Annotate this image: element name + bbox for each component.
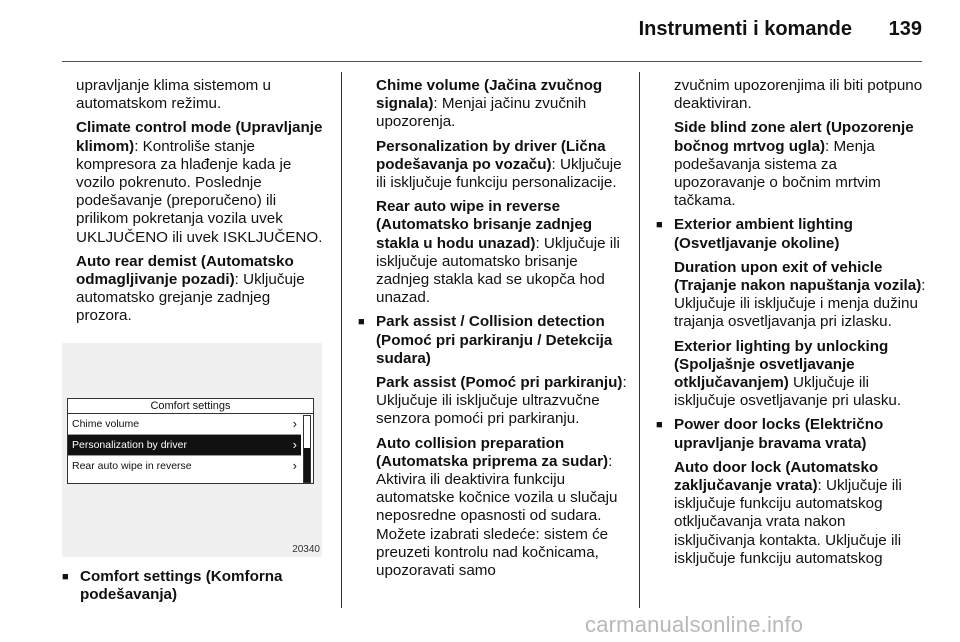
description: : Uključuje automatsko grejanje zadnjeg prozora. (76, 271, 305, 325)
description: : Uključuje ili isključuje i menja dužinu trajanja osvetljavanja pri izlasku. (674, 277, 926, 331)
term: Side blind zone alert (Upozorenje bočnog mrtvog ugla) (674, 119, 914, 155)
screen-title: Comfort settings (68, 399, 313, 414)
column-divider-2 (639, 72, 640, 608)
column-3 (656, 77, 926, 574)
column-1 (76, 77, 326, 332)
description: : Menja podešavanja sistema za upozoravanje o bočnim mrtvim tačkama. (674, 137, 881, 210)
watermark: carmanualsonline.info (585, 612, 804, 637)
paragraph: upravljanje klima sistemom u automatskom režimu. (76, 77, 271, 113)
paragraph (76, 253, 326, 326)
page-header-title: Instrumenti i komande (638, 18, 852, 40)
description: : Uključuje ili isključuje ultrazvučne senzora pomoći pri parkiranju. (376, 374, 627, 428)
menu-item-chime-volume (68, 414, 301, 435)
bullet-title: Comfort settings (Komforna podešavanja) (80, 568, 283, 604)
paragraph (656, 259, 926, 332)
bullet-item (656, 216, 926, 252)
bullet-title: Exterior ambient lighting (Osvetljavanje okoline) (674, 216, 853, 252)
paragraph (358, 138, 630, 193)
column-divider-1 (341, 72, 342, 608)
term: Climate control mode (Upravljanje klimom) (76, 119, 323, 155)
term: Exterior lighting by unlocking (Spoljašnje osvetljavanje otključavanjem) (674, 337, 889, 392)
scrollbar-thumb (304, 448, 310, 482)
paragraph (358, 435, 630, 581)
menu-item-label: Rear auto wipe in reverse (72, 460, 192, 472)
column-2 (358, 77, 630, 586)
display-screen (67, 398, 314, 484)
menu-item-personalization (68, 435, 301, 456)
term: Auto collision preparation (Automatska priprema za sudar) (376, 434, 609, 470)
paragraph (358, 374, 630, 429)
figure-number: 20340 (292, 544, 320, 555)
figure-comfort-settings (62, 343, 322, 557)
bullet-item (62, 568, 327, 604)
term: Personalization by driver (Lična podešavanja po vozaču) (376, 137, 606, 173)
description: : Menjai jačinu zvučnih upozorenja. (376, 95, 587, 131)
header-rule (62, 61, 922, 62)
paragraph (656, 459, 926, 568)
menu-item-rear-wipe (68, 456, 301, 476)
term: Park assist (Pomoć pri parkiranju) (376, 374, 623, 392)
chevron-right-icon: › (292, 437, 297, 452)
bullet-title: Park assist / Collision detection (Pomoć pri parkiranju / Detekcija sudara) (376, 313, 613, 367)
description: : Aktivira ili deaktivira funkciju automatske kočnice vozila u slučaju neposredne opasnosti od sudara. Možete izabrati sledeće: sistem će preuzeti kontrolu nad kočnicama, upozoravati samo (376, 452, 618, 580)
paragraph (358, 198, 630, 307)
term: Auto rear demist (Automatsko odmagljivanje pozadi) (76, 252, 294, 289)
menu-item-label: Personalization by driver (72, 439, 187, 451)
description: : Uključuje ili isključuje funkciju automatskog otključavanja vrata nakon isključivanja kontakta. Uključuje ili isključuje funkciju automatskog (674, 477, 902, 567)
chevron-right-icon: › (292, 416, 297, 431)
chevron-right-icon: › (292, 458, 297, 473)
paragraph (656, 338, 926, 411)
description: : Uključuje ili isključuje funkciju personalizacije. (376, 155, 622, 192)
paragraph: zvučnim upozorenjima ili biti potpuno deaktiviran. (674, 77, 923, 113)
bullet-item (656, 416, 926, 452)
term: Auto door lock (Automatsko zaključavanje vrata) (674, 458, 879, 495)
term: Rear auto wipe in reverse (Automatsko brisanje zadnjeg stakla u hodu unazad) (376, 198, 593, 252)
description: : Kontroliše stanje kompresora za hlađenje kada je vozilo pokrenuto. Poslednje podešavanje (preporučeno) ili prilikom pokretanja vozila uvek UKLJUČENO ili uvek ISKLJUČENO. (76, 137, 323, 246)
term: Chime volume (Jačina zvučnog signala) (376, 77, 603, 113)
bullet-title: Power door locks (Električno upravljanje bravama vrata) (674, 416, 884, 452)
bullet-item (358, 313, 630, 368)
description: Uključuje ili isključuje osvetljavanje pri ulasku. (674, 374, 902, 410)
menu-item-label: Chime volume (72, 418, 140, 430)
scrollbar (303, 415, 311, 483)
description: : Uključuje ili isključuje automatsko brisanje zadnjeg stakla kad se ukopča hod unazad. (376, 234, 620, 307)
term: Duration upon exit of vehicle (Trajanje nakon napuštanja vozila) (674, 258, 922, 295)
column-1-bullet (62, 568, 327, 610)
paragraph (76, 119, 326, 246)
paragraph (656, 119, 926, 210)
paragraph (358, 77, 630, 132)
page-number: 139 (888, 18, 922, 40)
